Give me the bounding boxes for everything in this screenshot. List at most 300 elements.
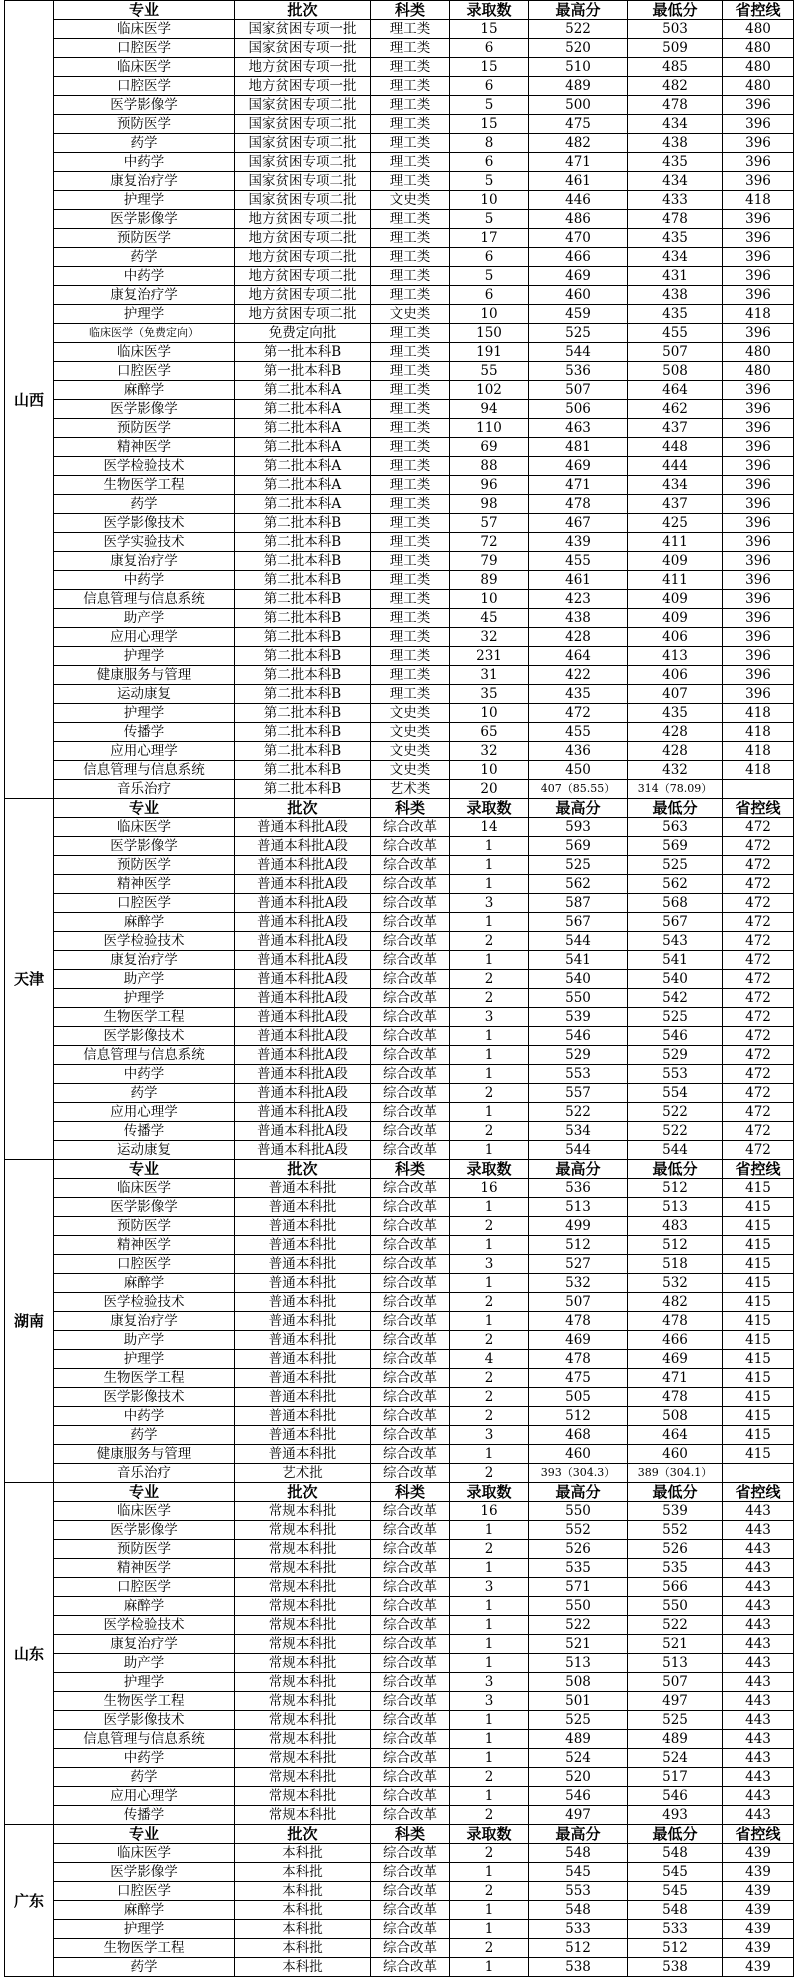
- major-cell: 康复治疗学: [54, 286, 235, 305]
- min-score-cell: 566: [628, 1578, 723, 1597]
- max-score-cell: 521: [529, 1635, 628, 1654]
- major-cell: 医学检验技术: [54, 1616, 235, 1635]
- batch-cell: 地方贫困专项一批: [235, 58, 371, 77]
- control-line-cell: 418: [723, 761, 794, 780]
- admitted-cell: 2: [450, 1540, 529, 1559]
- control-line-cell: 396: [723, 324, 794, 343]
- batch-cell: 普通本科批: [235, 1426, 371, 1445]
- major-cell: 信息管理与信息系统: [54, 1046, 235, 1065]
- batch-cell: 第二批本科B: [235, 742, 371, 761]
- major-cell: 临床医学: [54, 58, 235, 77]
- control-line-cell: 439: [723, 1901, 794, 1920]
- major-cell: 预防医学: [54, 115, 235, 134]
- max-score-cell: 422: [529, 666, 628, 685]
- min-score-cell: 409: [628, 552, 723, 571]
- category-cell: 理工类: [371, 343, 450, 362]
- major-cell: 中药学: [54, 267, 235, 286]
- max-score-cell: 468: [529, 1426, 628, 1445]
- category-cell: 综合改革: [371, 1350, 450, 1369]
- table-row: [5, 1255, 794, 1274]
- category-cell: 理工类: [371, 39, 450, 58]
- control-line-cell: 472: [723, 989, 794, 1008]
- category-cell: 综合改革: [371, 1293, 450, 1312]
- control-line-cell: 418: [723, 305, 794, 324]
- table-row: [5, 1711, 794, 1730]
- min-score-cell: 478: [628, 1312, 723, 1331]
- category-cell: 理工类: [371, 96, 450, 115]
- admitted-cell: 2: [450, 1369, 529, 1388]
- batch-cell: 常规本科批: [235, 1540, 371, 1559]
- header-max-score: 最高分: [529, 1483, 628, 1502]
- admitted-cell: 191: [450, 343, 529, 362]
- max-score-cell: 546: [529, 1787, 628, 1806]
- major-cell: 信息管理与信息系统: [54, 1730, 235, 1749]
- control-line-cell: 415: [723, 1274, 794, 1293]
- table-row: [5, 1920, 794, 1939]
- batch-cell: 常规本科批: [235, 1616, 371, 1635]
- control-line-cell: 439: [723, 1958, 794, 1977]
- max-score-cell: 461: [529, 571, 628, 590]
- min-score-cell: 460: [628, 1445, 723, 1464]
- province-cell: 山西: [5, 1, 54, 799]
- table-row: [5, 1046, 794, 1065]
- max-score-cell: 526: [529, 1540, 628, 1559]
- admitted-cell: 1: [450, 1787, 529, 1806]
- min-score-cell: 471: [628, 1369, 723, 1388]
- batch-cell: 本科批: [235, 1882, 371, 1901]
- table-row: [5, 1597, 794, 1616]
- header-admitted: 录取数: [450, 1483, 529, 1502]
- admitted-cell: 3: [450, 894, 529, 913]
- table-row: [5, 742, 794, 761]
- batch-cell: 地方贫困专项二批: [235, 305, 371, 324]
- control-line-cell: 472: [723, 913, 794, 932]
- min-score-cell: 478: [628, 1388, 723, 1407]
- control-line-cell: 443: [723, 1768, 794, 1787]
- major-cell: 传播学: [54, 1806, 235, 1825]
- major-cell: 药学: [54, 248, 235, 267]
- max-score-cell: 544: [529, 932, 628, 951]
- batch-cell: 常规本科批: [235, 1559, 371, 1578]
- batch-cell: 第二批本科B: [235, 723, 371, 742]
- major-cell: 药学: [54, 1426, 235, 1445]
- category-cell: 理工类: [371, 267, 450, 286]
- min-score-cell: 539: [628, 1502, 723, 1521]
- admitted-cell: 1: [450, 1027, 529, 1046]
- major-cell: 预防医学: [54, 1217, 235, 1236]
- batch-cell: 普通本科批A段: [235, 932, 371, 951]
- admitted-cell: 102: [450, 381, 529, 400]
- table-row: [5, 1274, 794, 1293]
- min-score-cell: 518: [628, 1255, 723, 1274]
- admitted-cell: 1: [450, 1141, 529, 1160]
- table-row: [5, 704, 794, 723]
- control-line-cell: 443: [723, 1540, 794, 1559]
- admitted-cell: 32: [450, 628, 529, 647]
- batch-cell: 常规本科批: [235, 1502, 371, 1521]
- admitted-cell: 14: [450, 818, 529, 837]
- major-cell: 应用心理学: [54, 1787, 235, 1806]
- category-cell: 综合改革: [371, 1103, 450, 1122]
- batch-cell: 第二批本科A: [235, 381, 371, 400]
- category-cell: 综合改革: [371, 1388, 450, 1407]
- major-cell: 助产学: [54, 609, 235, 628]
- category-cell: 综合改革: [371, 1236, 450, 1255]
- batch-cell: 第二批本科A: [235, 438, 371, 457]
- major-cell: 传播学: [54, 1122, 235, 1141]
- batch-cell: 普通本科批A段: [235, 1103, 371, 1122]
- min-score-cell: 546: [628, 1787, 723, 1806]
- batch-cell: 第二批本科A: [235, 495, 371, 514]
- table-row: [5, 77, 794, 96]
- min-score-cell: 406: [628, 666, 723, 685]
- category-cell: 综合改革: [371, 818, 450, 837]
- max-score-cell: 512: [529, 1939, 628, 1958]
- table-row: [5, 1844, 794, 1863]
- control-line-cell: 415: [723, 1179, 794, 1198]
- batch-cell: 普通本科批A段: [235, 913, 371, 932]
- header-row: [5, 799, 794, 818]
- max-score-cell: 455: [529, 723, 628, 742]
- major-cell: 医学影像学: [54, 400, 235, 419]
- table-row: [5, 1008, 794, 1027]
- min-score-cell: 428: [628, 723, 723, 742]
- category-cell: 综合改革: [371, 1597, 450, 1616]
- admitted-cell: 16: [450, 1502, 529, 1521]
- table-row: [5, 267, 794, 286]
- table-row: [5, 1179, 794, 1198]
- max-score-cell: 536: [529, 1179, 628, 1198]
- admitted-cell: 3: [450, 1008, 529, 1027]
- batch-cell: 本科批: [235, 1863, 371, 1882]
- major-cell: 临床医学（免费定向）: [54, 324, 235, 343]
- admitted-cell: 1: [450, 1654, 529, 1673]
- min-score-cell: 435: [628, 305, 723, 324]
- major-cell: 护理学: [54, 989, 235, 1008]
- header-row: [5, 1825, 794, 1844]
- table-row: [5, 381, 794, 400]
- header-row: [5, 1160, 794, 1179]
- control-line-cell: 396: [723, 210, 794, 229]
- major-cell: 应用心理学: [54, 628, 235, 647]
- control-line-cell: 415: [723, 1293, 794, 1312]
- major-cell: 护理学: [54, 191, 235, 210]
- control-line-cell: 443: [723, 1521, 794, 1540]
- header-min-score: 最低分: [628, 1, 723, 20]
- header-admitted: 录取数: [450, 799, 529, 818]
- admitted-cell: 1: [450, 1597, 529, 1616]
- major-cell: 中药学: [54, 153, 235, 172]
- max-score-cell: 438: [529, 609, 628, 628]
- min-score-cell: 407: [628, 685, 723, 704]
- category-cell: 理工类: [371, 362, 450, 381]
- min-score-cell: 543: [628, 932, 723, 951]
- category-cell: 综合改革: [371, 1635, 450, 1654]
- major-cell: 麻醉学: [54, 1901, 235, 1920]
- control-line-cell: 396: [723, 457, 794, 476]
- major-cell: 医学影像学: [54, 1521, 235, 1540]
- header-control-line: 省控线: [723, 1160, 794, 1179]
- min-score-cell: 538: [628, 1958, 723, 1977]
- header-batch: 批次: [235, 1, 371, 20]
- batch-cell: 普通本科批: [235, 1312, 371, 1331]
- max-score-cell: 475: [529, 115, 628, 134]
- control-line-cell: 396: [723, 172, 794, 191]
- control-line-cell: 472: [723, 932, 794, 951]
- batch-cell: 第二批本科B: [235, 704, 371, 723]
- min-score-cell: 431: [628, 267, 723, 286]
- batch-cell: 常规本科批: [235, 1730, 371, 1749]
- category-cell: 理工类: [371, 609, 450, 628]
- max-score-cell: 478: [529, 1312, 628, 1331]
- max-score-cell: 562: [529, 875, 628, 894]
- control-line-cell: 443: [723, 1711, 794, 1730]
- table-row: [5, 1863, 794, 1882]
- table-row: [5, 837, 794, 856]
- header-major: 专业: [54, 1160, 235, 1179]
- header-max-score: 最高分: [529, 1, 628, 20]
- min-score-cell: 314（78.09）: [628, 780, 723, 799]
- category-cell: 综合改革: [371, 1008, 450, 1027]
- admitted-cell: 15: [450, 58, 529, 77]
- control-line-cell: 415: [723, 1255, 794, 1274]
- table-row: [5, 191, 794, 210]
- min-score-cell: 508: [628, 1407, 723, 1426]
- header-category: 科类: [371, 1, 450, 20]
- table-row: [5, 419, 794, 438]
- table-row: [5, 628, 794, 647]
- major-cell: 中药学: [54, 1749, 235, 1768]
- table-row: [5, 1806, 794, 1825]
- admitted-cell: 6: [450, 286, 529, 305]
- admitted-cell: 3: [450, 1255, 529, 1274]
- admitted-cell: 2: [450, 932, 529, 951]
- batch-cell: 常规本科批: [235, 1673, 371, 1692]
- table-row: [5, 1198, 794, 1217]
- table-row: [5, 1388, 794, 1407]
- control-line-cell: 415: [723, 1350, 794, 1369]
- control-line-cell: 443: [723, 1502, 794, 1521]
- category-cell: 理工类: [371, 476, 450, 495]
- admitted-cell: 20: [450, 780, 529, 799]
- min-score-cell: 541: [628, 951, 723, 970]
- min-score-cell: 545: [628, 1863, 723, 1882]
- min-score-cell: 493: [628, 1806, 723, 1825]
- batch-cell: 普通本科批: [235, 1293, 371, 1312]
- table-row: [5, 1939, 794, 1958]
- category-cell: 综合改革: [371, 1179, 450, 1198]
- table-row: [5, 590, 794, 609]
- min-score-cell: 562: [628, 875, 723, 894]
- major-cell: 生物医学工程: [54, 1369, 235, 1388]
- min-score-cell: 522: [628, 1616, 723, 1635]
- category-cell: 综合改革: [371, 913, 450, 932]
- major-cell: 预防医学: [54, 1540, 235, 1559]
- batch-cell: 第二批本科B: [235, 590, 371, 609]
- major-cell: 预防医学: [54, 856, 235, 875]
- min-score-cell: 550: [628, 1597, 723, 1616]
- min-score-cell: 433: [628, 191, 723, 210]
- table-row: [5, 1217, 794, 1236]
- category-cell: 综合改革: [371, 932, 450, 951]
- table-row: [5, 1331, 794, 1350]
- admitted-cell: 2: [450, 970, 529, 989]
- max-score-cell: 481: [529, 438, 628, 457]
- max-score-cell: 512: [529, 1236, 628, 1255]
- batch-cell: 普通本科批: [235, 1369, 371, 1388]
- control-line-cell: 439: [723, 1844, 794, 1863]
- category-cell: 综合改革: [371, 1122, 450, 1141]
- batch-cell: 第二批本科B: [235, 666, 371, 685]
- major-cell: 中药学: [54, 1065, 235, 1084]
- min-score-cell: 444: [628, 457, 723, 476]
- category-cell: 综合改革: [371, 951, 450, 970]
- major-cell: 康复治疗学: [54, 1635, 235, 1654]
- batch-cell: 常规本科批: [235, 1635, 371, 1654]
- min-score-cell: 432: [628, 761, 723, 780]
- category-cell: 综合改革: [371, 1331, 450, 1350]
- category-cell: 综合改革: [371, 1692, 450, 1711]
- batch-cell: 普通本科批: [235, 1236, 371, 1255]
- admitted-cell: 1: [450, 856, 529, 875]
- max-score-cell: 546: [529, 1027, 628, 1046]
- admitted-cell: 1: [450, 1236, 529, 1255]
- max-score-cell: 553: [529, 1065, 628, 1084]
- control-line-cell: 415: [723, 1312, 794, 1331]
- major-cell: 临床医学: [54, 1844, 235, 1863]
- min-score-cell: 469: [628, 1350, 723, 1369]
- category-cell: 理工类: [371, 229, 450, 248]
- batch-cell: 普通本科批A段: [235, 837, 371, 856]
- max-score-cell: 593: [529, 818, 628, 837]
- major-cell: 护理学: [54, 1350, 235, 1369]
- min-score-cell: 567: [628, 913, 723, 932]
- min-score-cell: 428: [628, 742, 723, 761]
- admitted-cell: 150: [450, 324, 529, 343]
- control-line-cell: 396: [723, 628, 794, 647]
- category-cell: 综合改革: [371, 1255, 450, 1274]
- control-line-cell: 396: [723, 96, 794, 115]
- admitted-cell: 6: [450, 153, 529, 172]
- major-cell: 医学检验技术: [54, 932, 235, 951]
- table-row: [5, 1122, 794, 1141]
- min-score-cell: 553: [628, 1065, 723, 1084]
- min-score-cell: 485: [628, 58, 723, 77]
- control-line-cell: 443: [723, 1730, 794, 1749]
- category-cell: 理工类: [371, 628, 450, 647]
- category-cell: 理工类: [371, 172, 450, 191]
- min-score-cell: 513: [628, 1198, 723, 1217]
- major-cell: 医学影像技术: [54, 1711, 235, 1730]
- admitted-cell: 6: [450, 77, 529, 96]
- major-cell: 护理学: [54, 647, 235, 666]
- control-line-cell: 480: [723, 58, 794, 77]
- admitted-cell: 65: [450, 723, 529, 742]
- max-score-cell: 545: [529, 1863, 628, 1882]
- admitted-cell: 96: [450, 476, 529, 495]
- batch-cell: 普通本科批: [235, 1274, 371, 1293]
- batch-cell: 国家贫困专项一批: [235, 20, 371, 39]
- header-batch: 批次: [235, 1825, 371, 1844]
- category-cell: 综合改革: [371, 1027, 450, 1046]
- admitted-cell: 231: [450, 647, 529, 666]
- min-score-cell: 438: [628, 134, 723, 153]
- major-cell: 健康服务与管理: [54, 1445, 235, 1464]
- admitted-cell: 2: [450, 1882, 529, 1901]
- min-score-cell: 448: [628, 438, 723, 457]
- min-score-cell: 525: [628, 1711, 723, 1730]
- min-score-cell: 509: [628, 39, 723, 58]
- max-score-cell: 471: [529, 476, 628, 495]
- table-row: [5, 210, 794, 229]
- category-cell: 理工类: [371, 324, 450, 343]
- table-row: [5, 248, 794, 267]
- min-score-cell: 434: [628, 248, 723, 267]
- max-score-cell: 571: [529, 1578, 628, 1597]
- batch-cell: 普通本科批A段: [235, 1046, 371, 1065]
- admitted-cell: 1: [450, 1046, 529, 1065]
- category-cell: 综合改革: [371, 894, 450, 913]
- category-cell: 综合改革: [371, 1312, 450, 1331]
- category-cell: 综合改革: [371, 1654, 450, 1673]
- control-line-cell: 396: [723, 533, 794, 552]
- category-cell: 综合改革: [371, 1958, 450, 1977]
- min-score-cell: 462: [628, 400, 723, 419]
- admitted-cell: 1: [450, 1198, 529, 1217]
- table-row: [5, 1616, 794, 1635]
- min-score-cell: 517: [628, 1768, 723, 1787]
- category-cell: 理工类: [371, 400, 450, 419]
- min-score-cell: 478: [628, 210, 723, 229]
- header-row: [5, 1, 794, 20]
- min-score-cell: 525: [628, 856, 723, 875]
- category-cell: 理工类: [371, 495, 450, 514]
- table-row: [5, 1521, 794, 1540]
- admitted-cell: 2: [450, 1939, 529, 1958]
- min-score-cell: 437: [628, 495, 723, 514]
- batch-cell: 国家贫困专项二批: [235, 134, 371, 153]
- control-line-cell: 443: [723, 1692, 794, 1711]
- table-row: [5, 932, 794, 951]
- control-line-cell: 480: [723, 77, 794, 96]
- major-cell: 精神医学: [54, 438, 235, 457]
- control-line-cell: 443: [723, 1559, 794, 1578]
- admitted-cell: 2: [450, 1768, 529, 1787]
- max-score-cell: 469: [529, 267, 628, 286]
- control-line-cell: 443: [723, 1749, 794, 1768]
- table-row: [5, 229, 794, 248]
- batch-cell: 普通本科批A段: [235, 951, 371, 970]
- control-line-cell: 472: [723, 1122, 794, 1141]
- batch-cell: 普通本科批: [235, 1445, 371, 1464]
- major-cell: 医学影像技术: [54, 514, 235, 533]
- table-row: [5, 1692, 794, 1711]
- admitted-cell: 5: [450, 96, 529, 115]
- table-row: [5, 20, 794, 39]
- min-score-cell: 526: [628, 1540, 723, 1559]
- category-cell: 综合改革: [371, 1787, 450, 1806]
- max-score-cell: 469: [529, 457, 628, 476]
- major-cell: 口腔医学: [54, 39, 235, 58]
- batch-cell: 地方贫困专项一批: [235, 77, 371, 96]
- control-line-cell: 418: [723, 742, 794, 761]
- header-major: 专业: [54, 1483, 235, 1502]
- max-score-cell: 428: [529, 628, 628, 647]
- control-line-cell: 472: [723, 951, 794, 970]
- table-row: [5, 989, 794, 1008]
- major-cell: 精神医学: [54, 1236, 235, 1255]
- category-cell: 综合改革: [371, 970, 450, 989]
